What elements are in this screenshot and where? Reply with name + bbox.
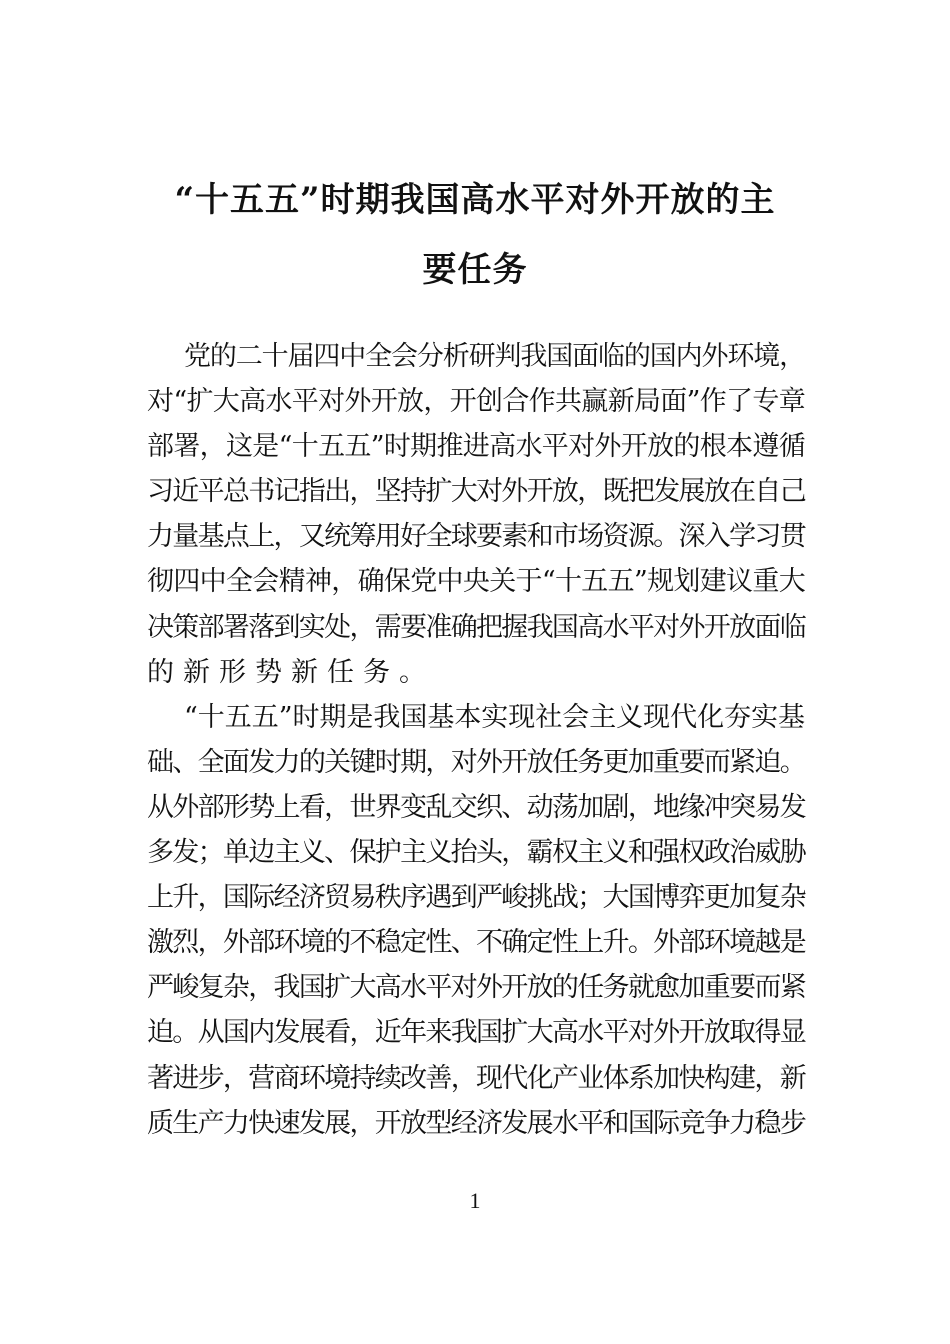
paragraph-2: [147, 695, 805, 1146]
text-line: 习近平总书记指出，坚持扩大对外开放，既把发展放在自己: [147, 476, 805, 508]
text-line: 激烈，外部环境的不稳定性、不确定性上升。外部环境越是: [147, 927, 805, 959]
text-line: 党的二十届四中全会分析研判我国面临的国内外环境，: [184, 341, 805, 372]
text-line: 上升，国际经济贸易秩序遇到严峻挑战；大国博弈更加复杂: [147, 882, 805, 914]
text-line: 对“扩大高水平对外开放，开创合作共赢新局面”作了专章: [147, 386, 805, 418]
paragraph-1: [147, 334, 805, 695]
document-title-line-2: 要任务: [422, 250, 528, 290]
text-line: 严峻复杂，我国扩大高水平对外开放的任务就愈加重要而紧: [147, 972, 805, 1004]
document-body: [147, 334, 805, 1146]
text-line: 础、全面发力的关键时期，对外开放任务更加重要而紧迫。: [147, 746, 805, 778]
text-line: 迫。从国内发展看，近年来我国扩大高水平对外开放取得显: [147, 1017, 805, 1049]
text-line: 多发；单边主义、保护主义抬头，霸权主义和强权政治威胁: [147, 837, 805, 869]
text-line: 力量基点上，又统筹用好全球要素和市场资源。深入学习贯: [147, 521, 805, 553]
text-line: 决策部署落到实处，需要准确把握我国高水平对外开放面临: [147, 611, 805, 643]
text-line: 彻四中全会精神，确保党中央关于“十五五”规划建议重大: [147, 566, 805, 598]
text-line: “十五五”时期是我国基本实现社会主义现代化夯实基: [184, 701, 805, 733]
text-line: 质生产力快速发展，开放型经济发展水平和国际竞争力稳步: [147, 1107, 805, 1139]
text-line: 部署，这是“十五五”时期推进高水平对外开放的根本遵循: [147, 431, 805, 463]
text-line: 从外部形势上看，世界变乱交织、动荡加剧，地缘冲突易发: [147, 791, 805, 823]
text-line: 著进步，营商环境持续改善，现代化产业体系加快构建，新: [147, 1062, 805, 1094]
document-title-line-1: “十五五”时期我国高水平对外开放的主: [174, 180, 776, 220]
text-line: 的新形势新任务。: [147, 656, 435, 688]
page-number: 1: [469, 1188, 481, 1213]
